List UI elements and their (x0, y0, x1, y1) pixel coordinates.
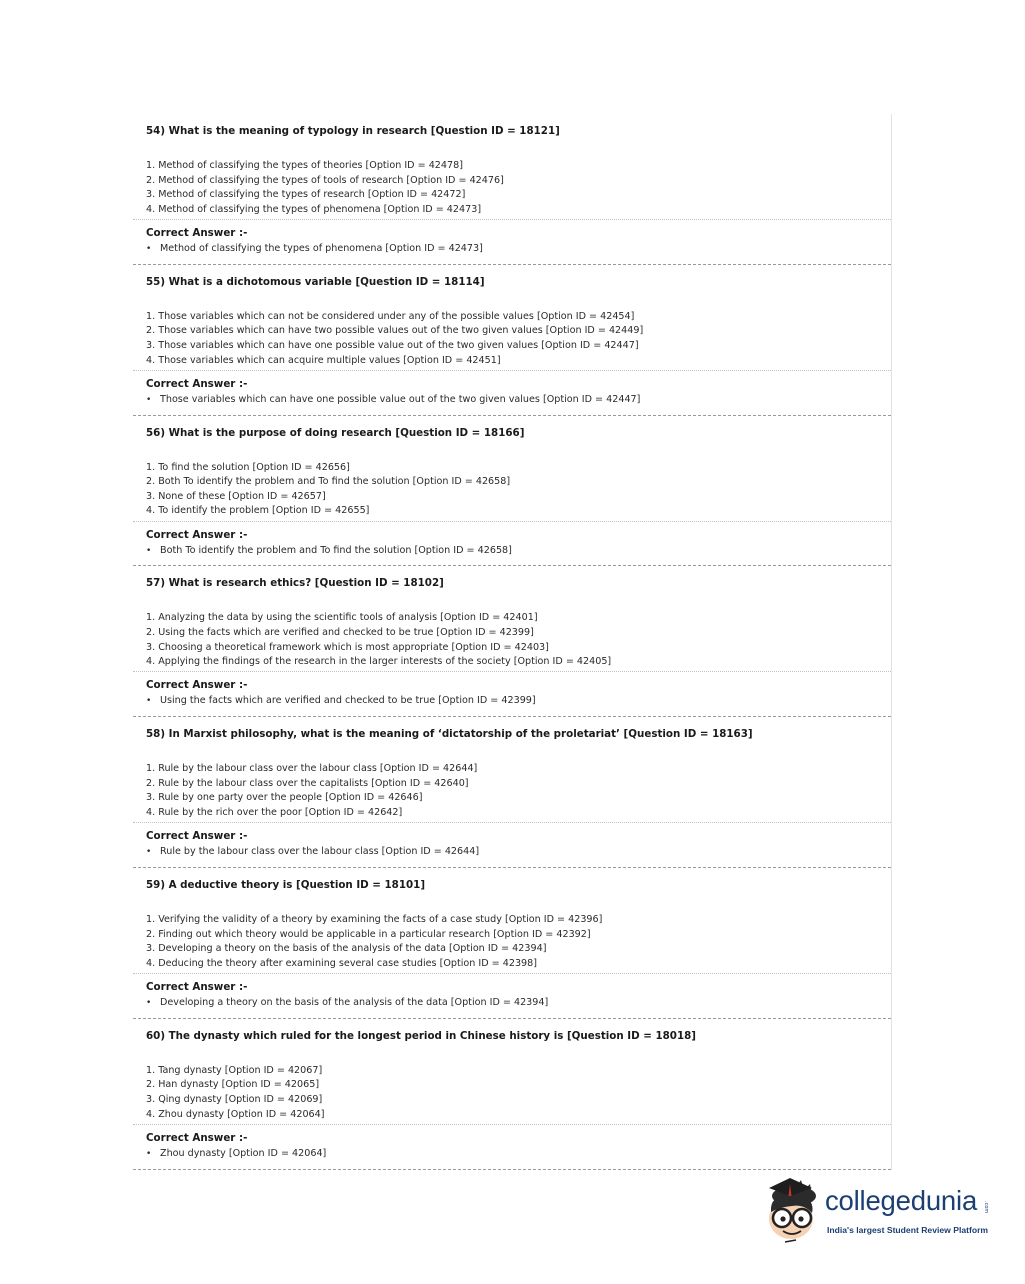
answer-section (133, 220, 891, 258)
options-list (133, 905, 891, 974)
option-item: 1. To find the solution [Option ID = 42656] (146, 461, 350, 473)
question-block (133, 1019, 891, 1170)
correct-answer-label: Correct Answer :- (146, 679, 248, 692)
option-item: 3. Those variables which can have one possible value out of the two given values [Option ID = 42447] (146, 339, 639, 351)
bullet-icon: • (146, 545, 152, 556)
bullet-icon: • (146, 244, 152, 254)
bullet-icon: • (146, 394, 152, 405)
brand-tagline: India's largest Student Review Platform (827, 1225, 989, 1235)
bullet-icon: • (146, 1148, 152, 1159)
options-list (133, 151, 891, 220)
question-title: 60) The dynasty which ruled for the longest period in Chinese history is [Question ID = 18018] (146, 1029, 696, 1042)
option-item: 1. Rule by the labour class over the labour class [Option ID = 42644] (146, 763, 478, 775)
answer-text: Rule by the labour class over the labour class [Option ID = 42644] (160, 846, 480, 858)
bullet-icon: • (146, 997, 152, 1008)
answer-section (133, 1125, 891, 1163)
option-item: 1. Those variables which can not be considered under any of the possible values [Option ID = 42454] (146, 310, 635, 322)
option-item: 1. Verifying the validity of a theory by examining the facts of a case study [Option ID = 42396] (146, 913, 603, 925)
answer-section (133, 371, 891, 409)
question-title: 56) What is the purpose of doing research [Question ID = 18166] (146, 426, 525, 439)
answer-text: Using the facts which are verified and checked to be true [Option ID = 42399] (160, 695, 536, 707)
brand-name: collegedunia (825, 1185, 978, 1216)
question-block (133, 868, 891, 1019)
option-item: 3. Qing dynasty [Option ID = 42069] (146, 1093, 323, 1105)
option-item: 1. Tang dynasty [Option ID = 42067] (146, 1064, 323, 1076)
options-list (133, 754, 891, 823)
correct-answer-label: Correct Answer :- (146, 377, 248, 390)
option-item: 4. Rule by the rich over the poor [Option ID = 42642] (146, 806, 403, 818)
question-title: 57) What is research ethics? [Question ID = 18102] (146, 577, 444, 590)
answer-section (133, 672, 891, 710)
option-item: 4. Applying the findings of the research in the larger interests of the society [Option ID = 42405] (146, 656, 612, 668)
answer-text: Those variables which can have one possible value out of the two given values [Option ID = 42447] (160, 393, 641, 405)
question-title: 58) In Marxist philosophy, what is the meaning of ‘dictatorship of the proletariat’ [Question ID = 18163] (146, 728, 753, 741)
correct-answer-label: Correct Answer :- (146, 227, 248, 239)
correct-answer-label: Correct Answer :- (146, 1131, 248, 1144)
option-item: 2. Han dynasty [Option ID = 42065] (146, 1079, 320, 1091)
question-block (133, 265, 891, 416)
option-item: 3. Developing a theory on the basis of the analysis of the data [Option ID = 42394] (146, 943, 547, 955)
option-item: 2. Using the facts which are verified and checked to be true [Option ID = 42399] (146, 626, 534, 638)
answer-text: Zhou dynasty [Option ID = 42064] (160, 1147, 327, 1159)
answer-item (146, 1145, 891, 1163)
option-item: 4. Method of classifying the types of phenomena [Option ID = 42473] (146, 203, 482, 215)
option-item: 3. Rule by one party over the people [Option ID = 42646] (146, 792, 423, 804)
options-list (133, 1056, 891, 1125)
option-item: 3. Choosing a theoretical framework which is most appropriate [Option ID = 42403] (146, 641, 549, 653)
option-item: 4. Zhou dynasty [Option ID = 42064] (146, 1108, 325, 1120)
answer-item (146, 240, 891, 258)
answer-text: Method of classifying the types of phenomena [Option ID = 42473] (160, 243, 483, 254)
options-list (133, 453, 891, 522)
option-item: 1. Analyzing the data by using the scientific tools of analysis [Option ID = 42401] (146, 612, 538, 624)
option-item: 2. Those variables which can have two possible values out of the two given values [Option ID = 42449] (146, 325, 644, 337)
question-block (133, 114, 891, 265)
correct-answer-label: Correct Answer :- (146, 980, 248, 993)
answer-text: Both To identify the problem and To find the solution [Option ID = 42658] (160, 544, 512, 556)
question-block (133, 566, 891, 717)
bullet-icon: • (146, 696, 152, 707)
options-list (133, 603, 891, 672)
answer-item (146, 391, 891, 409)
option-item: 2. Rule by the labour class over the capitalists [Option ID = 42640] (146, 777, 469, 789)
question-title: 55) What is a dichotomous variable [Question ID = 18114] (146, 275, 485, 288)
answer-item (146, 994, 891, 1012)
option-item: 2. Both To identify the problem and To find the solution [Option ID = 42658] (146, 476, 511, 488)
question-sheet (133, 114, 892, 1170)
option-item: 2. Method of classifying the types of tools of research [Option ID = 42476] (146, 174, 504, 186)
answer-text: Developing a theory on the basis of the analysis of the data [Option ID = 42394] (160, 996, 549, 1008)
brand-domain: .com (983, 1201, 989, 1214)
answer-item (146, 692, 891, 710)
bullet-icon: • (146, 847, 152, 858)
answer-item (146, 542, 891, 560)
answer-section (133, 974, 891, 1012)
question-block (133, 717, 891, 868)
question-title: 54) What is the meaning of typology in research [Question ID = 18121] (146, 125, 560, 137)
question-title: 59) A deductive theory is [Question ID = 18101] (146, 878, 426, 891)
option-item: 3. Method of classifying the types of research [Option ID = 42472] (146, 189, 466, 201)
option-item: 4. Those variables which can acquire multiple values [Option ID = 42451] (146, 354, 501, 366)
option-item: 4. To identify the problem [Option ID = 42655] (146, 505, 370, 517)
options-list (133, 302, 891, 371)
option-item: 3. None of these [Option ID = 42657] (146, 490, 326, 502)
correct-answer-label: Correct Answer :- (146, 830, 248, 843)
mascot-icon (764, 1176, 828, 1250)
answer-section (133, 522, 891, 560)
option-item: 2. Finding out which theory would be applicable in a particular research [Option ID = 42392] (146, 928, 591, 940)
collegedunia-logo (764, 1176, 1004, 1250)
question-block (133, 416, 891, 567)
answer-item (146, 843, 891, 861)
answer-section (133, 823, 891, 861)
option-item: 4. Deducing the theory after examining several case studies [Option ID = 42398] (146, 957, 538, 969)
correct-answer-label: Correct Answer :- (146, 528, 248, 541)
option-item: 1. Method of classifying the types of theories [Option ID = 42478] (146, 160, 463, 171)
